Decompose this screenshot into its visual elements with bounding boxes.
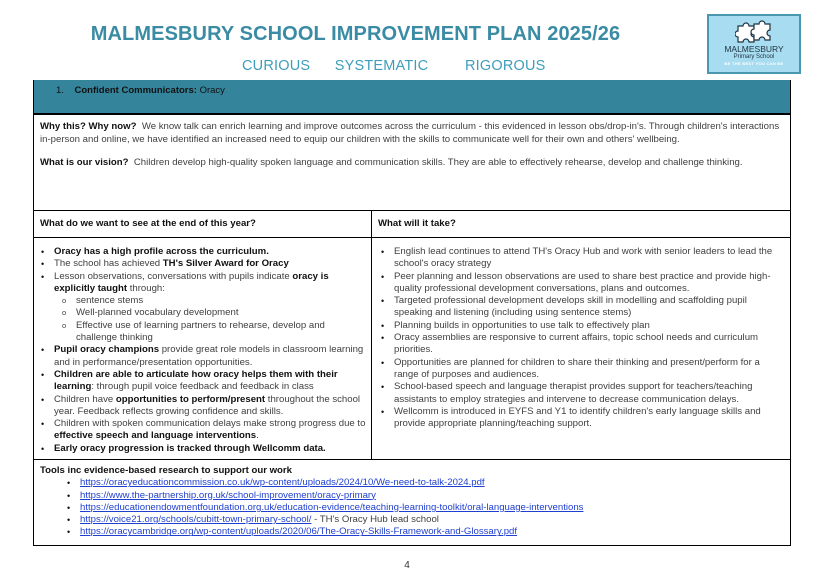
outcome-sublist (54, 295, 367, 344)
outcome-item (54, 394, 367, 419)
document-title-text: MALMESBURY SCHOOL IMPROVEMENT PLAN 2025/26 (90, 23, 621, 45)
tools-heading: Tools inc evidence-based research to support our work (40, 465, 292, 476)
outcome-item (54, 344, 367, 369)
research-link[interactable]: https://www.the-partnership.org.uk/school-improvement/oracy-primary (80, 489, 376, 501)
outcomes-list (34, 246, 367, 455)
research-link[interactable]: https://oracycambridge.org/wp-content/uploads/2020/06/The-Oracy-Skills-Framework-and-Glossary.pdf (80, 526, 518, 538)
tool-link-item (80, 502, 784, 514)
outcome-bold: oracy is explicitly taught (54, 270, 329, 294)
logo-school-name: MALMESBURY (724, 44, 784, 54)
outcome-subitem: o sentence stems (76, 295, 367, 307)
outcome-text: The school has achieved (54, 258, 163, 270)
actions-column (371, 237, 791, 460)
outcome-text: provide great role models in classroom learning and in performance/presentation opportunities. (54, 344, 364, 368)
research-link[interactable]: https://voice21.org/schools/cubitt-town-primary-school/ (80, 514, 312, 526)
action-item: • English lead continues to attend TH's Oracy Hub and work with senior leaders to lead the school's oracy strategy (394, 246, 786, 271)
section-title-bold: Confident Communicators: (74, 85, 197, 96)
puzzle-pieces-icon (735, 20, 773, 44)
outcome-text: . (256, 430, 259, 442)
action-item: • Planning builds in opportunities to use talk to effectively plan (394, 320, 786, 332)
research-link[interactable]: https://educationendowmentfoundation.org.uk/education-evidence/teaching-learning-toolkit/oral-language-interventions (80, 501, 584, 513)
outcome-bold: Children are able to articulate how oracy helps them with their learning (54, 368, 338, 393)
outcome-item (54, 369, 367, 394)
action-item: • Peer planning and lesson observations are used to share best practice and provide high-quality professional development conversations, plans and outcomes. (394, 271, 786, 296)
outcome-item (54, 246, 367, 258)
action-item: • Targeted professional development develops skill in modelling and scaffolding pupil speaking and listening (including using sentence stems) (394, 295, 786, 320)
outcome-item (54, 418, 367, 443)
why-label: Why this? Why now? (40, 121, 137, 132)
vision-paragraph (40, 157, 784, 170)
section-subtitle: Oracy (199, 85, 225, 96)
section-header-band (33, 80, 791, 114)
actions-list (372, 246, 786, 430)
outcomes-column (33, 237, 372, 460)
outcome-item (54, 258, 367, 270)
outcome-bold: Pupil oracy champions (54, 344, 160, 356)
outcome-bold: TH's Silver Award for Oracy (162, 258, 289, 270)
tool-link-item (80, 514, 784, 526)
tool-link-item (80, 526, 784, 538)
outcome-subitem: o Well-planned vocabulary development (76, 307, 367, 319)
outcome-text: Lesson observations, conversations with pupils indicate (54, 270, 293, 282)
why-paragraph (40, 121, 784, 146)
link-note: - TH's Oracy Hub lead school (311, 514, 439, 526)
logo-school-subname: Primary School (733, 54, 775, 60)
outcome-bold: Oracy has a high profile across the curriculum. (54, 246, 269, 257)
outcome-bold: effective speech and language interventions (54, 430, 257, 442)
outcome-text: through: (127, 282, 165, 294)
logo-motto: BE THE BEST YOU CAN BE (724, 61, 784, 66)
outcome-item (54, 271, 367, 345)
left-column-heading: What do we want to see at the end of this year? (33, 210, 372, 238)
action-item: • Oracy assemblies are responsive to current affairs, topic school needs and curriculum priorities. (394, 332, 786, 357)
tools-box (33, 459, 791, 546)
section-title (56, 85, 225, 96)
outcome-text: Children with spoken communication delays make strong progress due to (54, 418, 366, 430)
outcome-subitem: o Effective use of learning partners to rehearse, develop and challenge thinking (76, 320, 367, 345)
outcome-bold: opportunities to perform/present (115, 393, 266, 405)
outcome-text: : through pupil voice feedback and feedback in class (91, 381, 314, 393)
outcome-text: throughout the school year. Feedback reflects growing confidence and skills. (54, 393, 361, 417)
action-item: • Opportunities are planned for children to share their thinking and present/perform for a range of purposes and audiences. (394, 357, 786, 382)
vision-label: What is our vision? (40, 157, 129, 168)
tools-link-list (40, 477, 784, 538)
page-number: 4 (404, 560, 410, 571)
outcome-item (54, 443, 367, 455)
action-item: • Wellcomm is introduced in EYFS and Y1 to identify children's early language skills and provide appropriate planning/teaching support. (394, 406, 786, 431)
research-link[interactable]: https://oracyeducationcommission.co.uk/wp-content/uploads/2024/10/We-need-to-talk-2024.pdf (80, 477, 485, 489)
why-text: We know talk can enrich learning and improve outcomes across the curriculum - this evidenced in lesson obs/drop-in's. Through children's interactions in-person and online, we have identified an increased need to equip our children with the skills to communicate well for their own and others' wellbeing. (40, 121, 780, 145)
tool-link-item (80, 477, 784, 489)
school-values: CURIOUS SYSTEMATIC RIGOROUS (242, 58, 546, 74)
action-item: • School-based speech and language therapist provides support for teachers/teaching assistants to employ strategies and intervene to decrease communication delays. (394, 381, 786, 406)
vision-text: Children develop high-quality spoken language and communication skills. They are able to effectively rehearse, develop and challenge thinking. (133, 157, 743, 168)
school-logo (707, 14, 801, 74)
right-column-heading: What will it take? (371, 210, 791, 238)
outcome-bold: Early oracy progression is tracked through Wellcomm data. (54, 442, 326, 454)
outcome-text: Children have (54, 393, 116, 405)
rationale-box (33, 114, 791, 211)
section-number: 1. (56, 85, 64, 96)
tool-link-item (80, 490, 784, 502)
